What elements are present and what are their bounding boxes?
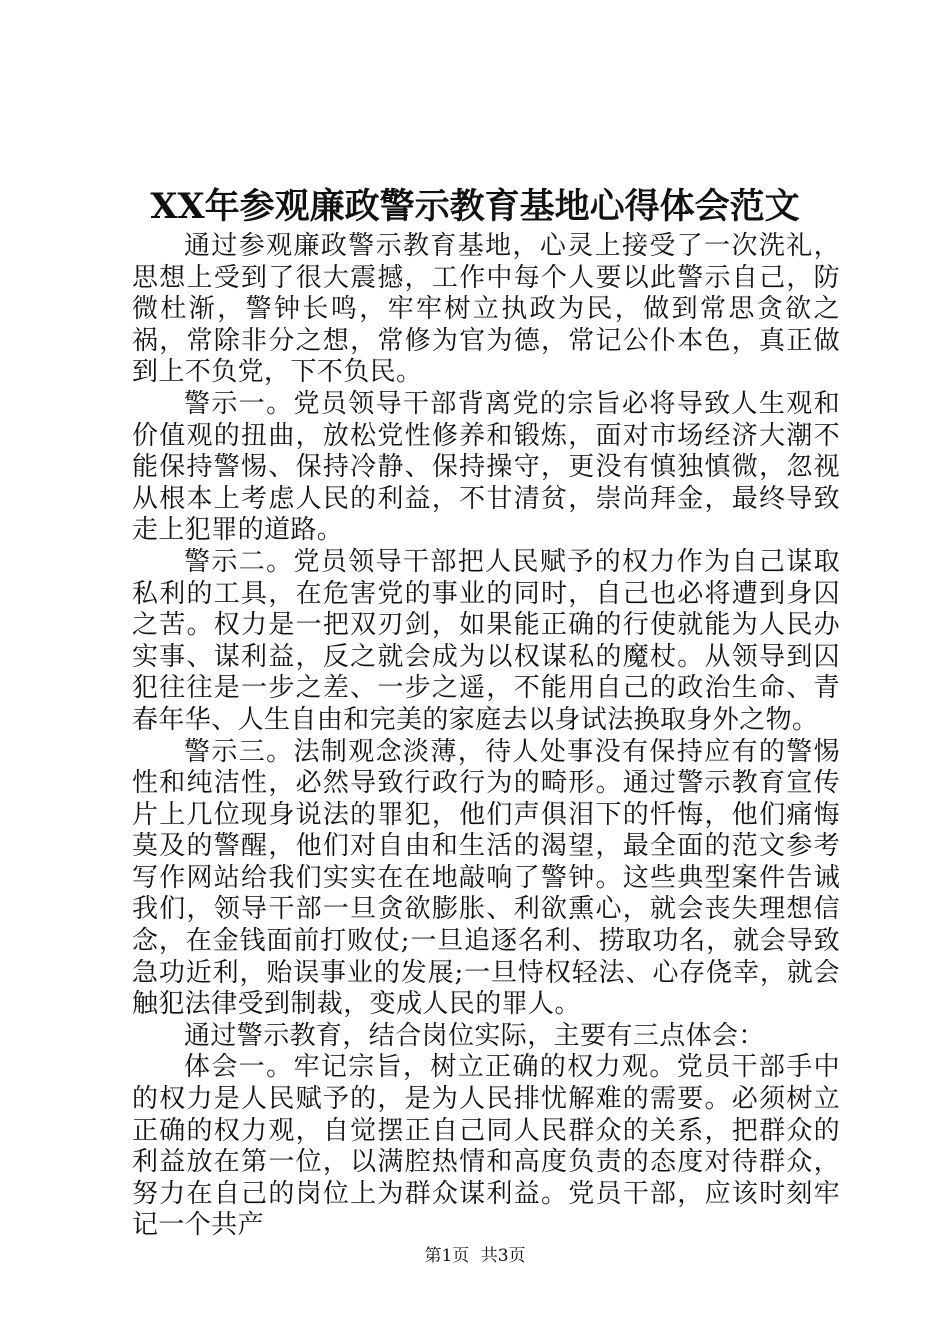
paragraph-summary-intro: 通过警示教育，结合岗位实际，主要有三点体会： [184,1020,765,1051]
paragraph-intro: 通过参观廉政警示教育基地，心灵上接受了一次洗礼，思想上受到了很大震撼，工作中每个人要以此警示自己，防微杜渐，警钟长鸣，牢牢树立执政为民，做到常思贪欲之祸，常除非分之想，常修为官为德，常记公仆本色，真正做到上不负党，下不负民。 [132,231,840,388]
page-number-current: 第1页 [424,1246,470,1266]
page-footer [0,1244,950,1268]
paragraph-insight-1: 体会一。牢记宗旨，树立正确的权力观。党员干部手中的权力是人民赋予的，是为人民排忧解难的需要。必须树立正确的权力观，自觉摆正自己同人民群众的关系，把群众的利益放在第一位，以满腔热情和高度负责的态度对待群众，努力在自己的岗位上为群众谋利益。党员干部，应该时刻牢记一个共产 [132,1052,840,1241]
paragraph-warning-2: 警示二。党员领导干部把人民赋予的权力作为自己谋取私利的工具，在危害党的事业的同时，自己也必将遭到身囚之苦。权力是一把双刃剑，如果能正确的行使就能为人民办实事、谋利益，反之就会成为以权谋私的魔杖。从领导到囚犯往往是一步之差、一步之遥，不能用自己的政治生命、青春年华、人生自由和完美的家庭去以身试法换取身外之物。 [132,546,840,735]
document-title: XX年参观廉政警示教育基地心得体会范文 [150,186,800,227]
page-number-total: 共3页 [480,1246,526,1266]
paragraph-warning-3: 警示三。法制观念淡薄，待人处事没有保持应有的警惕性和纯洁性，必然导致行政行为的畸形。通过警示教育宣传片上几位现身说法的罪犯，他们声俱泪下的忏悔，他们痛悔莫及的警醒，他们对自由和生活的渴望，最全面的范文参考写作网站给我们实实在在地敲响了警钟。这些典型案件告诫我们，领导干部一旦贪欲膨胀、利欲熏心，就会丧失理想信念，在金钱面前打败仗;一旦追逐名利、捞取功名，就会导致急功近利，贻误事业的发展;一旦恃权轻法、心存侥幸，就会触犯法律受到制裁，变成人民的罪人。 [132,736,840,1020]
paragraph-warning-1: 警示一。党员领导干部背离党的宗旨必将导致人生观和价值观的扭曲，放松党性修养和锻炼，面对市场经济大潮不能保持警惕、保持冷静、保持操守，更没有慎独慎微，忽视从根本上考虑人民的利益，不甘清贫，崇尚拜金，最终导致走上犯罪的道路。 [132,388,840,546]
document-body [132,231,840,1242]
